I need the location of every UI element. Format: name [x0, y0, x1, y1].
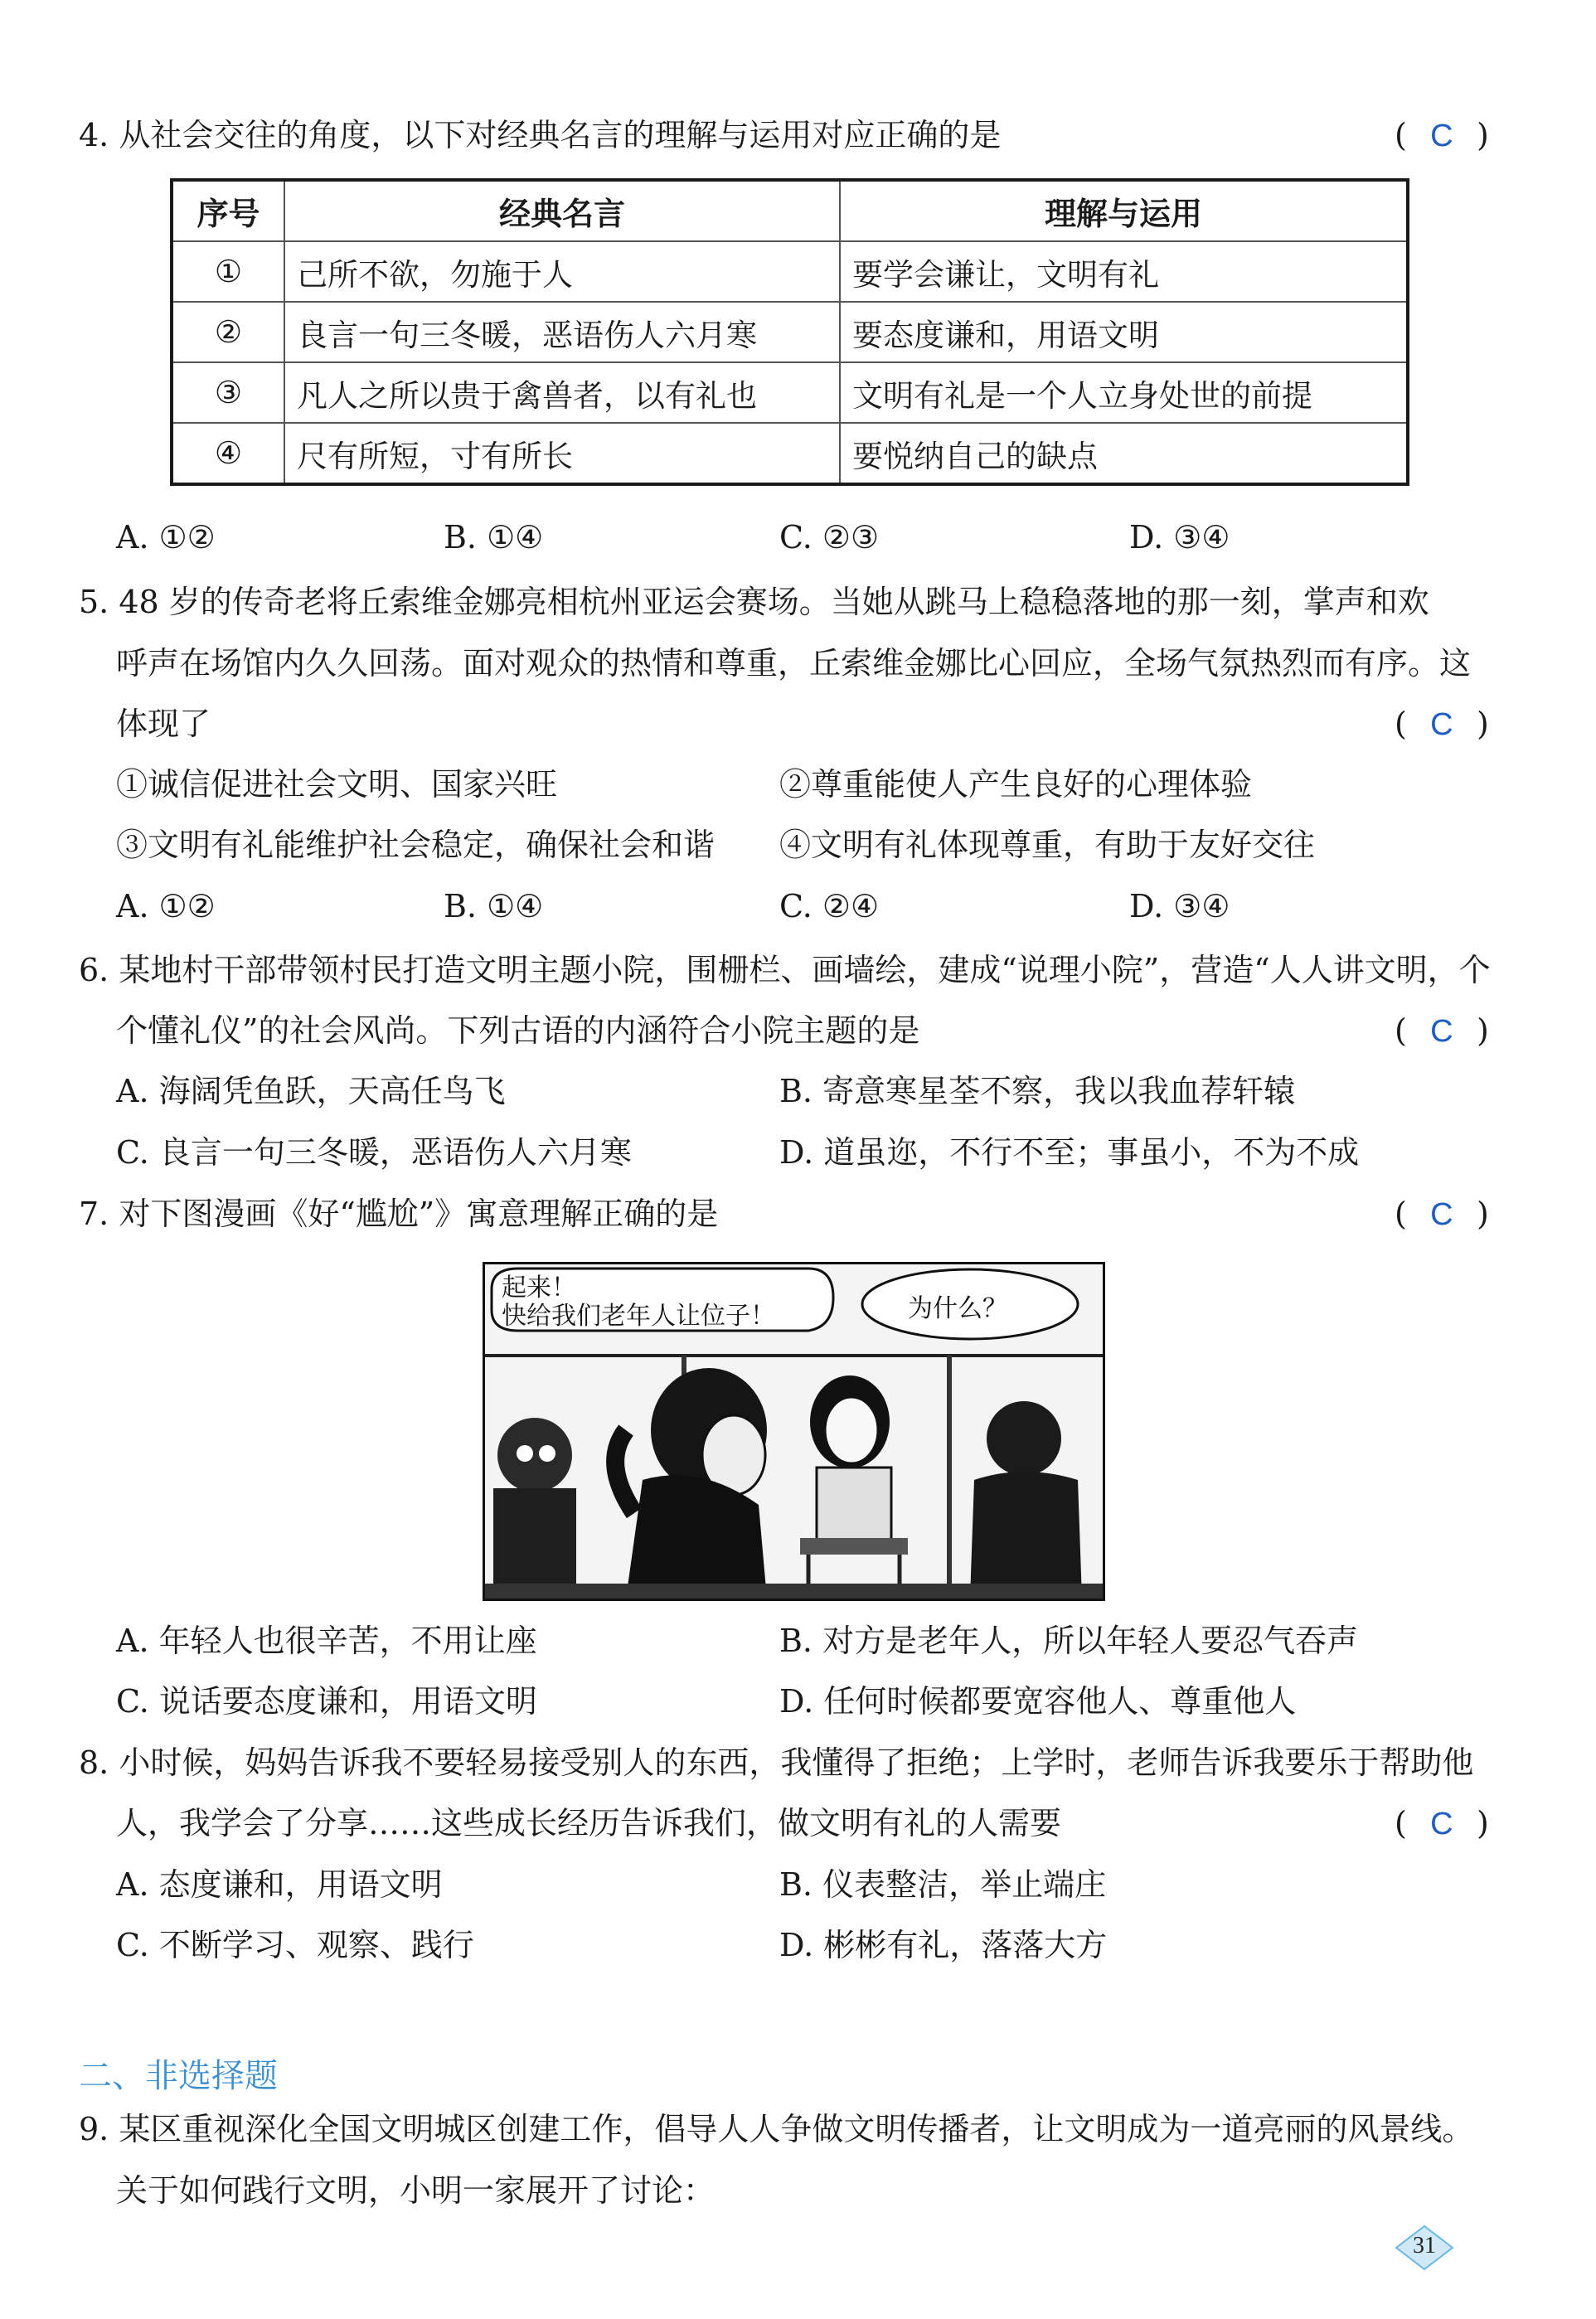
table-cell: 良言一句三冬暖，恶语伤人六月寒 — [284, 302, 840, 362]
q8-option-d: D. 彬彬有礼，落落大方 — [779, 1927, 1108, 1963]
table-cell: ④ — [172, 423, 284, 484]
bubble-left-line: 快给我们老年人让位子！ — [502, 1302, 775, 1331]
table-cell: 要悦纳自己的缺点 — [840, 423, 1408, 484]
section-heading: 二、非选择题 — [79, 2058, 278, 2094]
q5-statement: ②尊重能使人产生良好的心理体验 — [779, 766, 1253, 803]
table-cell: 己所不欲，勿施于人 — [284, 241, 840, 302]
page-number: 31 — [1413, 2233, 1436, 2258]
q7-stem: 7. 对下图漫画《好“尴尬”》寓意理解正确的是 — [79, 1196, 719, 1232]
q8-option-a: A. 态度谦和，用语文明 — [116, 1866, 443, 1903]
table-cell: ② — [172, 302, 284, 362]
q6-option-c: C. 良言一句三冬暖，恶语伤人六月寒 — [116, 1134, 632, 1171]
q5-option-b: B. ①④ — [444, 888, 544, 924]
q8-option-b: B. 仪表整洁，举止端庄 — [779, 1866, 1107, 1903]
q7-option-d: D. 任何时候都要宽容他人、尊重他人 — [779, 1683, 1297, 1720]
q5-answer: ( C ) — [1395, 706, 1489, 742]
q8-answer: ( C ) — [1395, 1805, 1489, 1841]
q8-answer-letter: C — [1430, 1807, 1453, 1841]
q4-option-b: B. ①④ — [444, 519, 544, 555]
table-cell: 凡人之所以贵于禽兽者，以有礼也 — [284, 362, 840, 423]
q8-stem-line: 8. 小时候，妈妈告诉我不要轻易接受别人的东西，我懂得了拒绝；上学时，老师告诉我要乐于帮助他 — [79, 1744, 1474, 1781]
table-row — [172, 423, 1408, 484]
q5-stem-line: 5. 48 岁的传奇老将丘索维金娜亮相杭州亚运会赛场。当她从跳马上稳稳落地的那一刻，掌声和欢 — [79, 584, 1429, 620]
q6-stem-line: 6. 某地村干部带领村民打造文明主题小院，围栅栏、画墙绘，建成“说理小院”，营造“人人讲文明，个 — [79, 952, 1491, 988]
q9-stem-line: 关于如何践行文明，小明一家展开了讨论： — [116, 2172, 716, 2209]
cartoon-bubble-left — [502, 1274, 775, 1331]
table-cell: 文明有礼是一个人立身处世的前提 — [840, 362, 1408, 423]
q6-option-d: D. 道虽迩，不行不至；事虽小，不为不成 — [779, 1134, 1360, 1171]
q6-stem-line: 个懂礼仪”的社会风尚。下列古语的内涵符合小院主题的是 — [116, 1012, 920, 1049]
q7-option-c: C. 说话要态度谦和，用语文明 — [116, 1683, 537, 1720]
q7-answer: ( C ) — [1395, 1196, 1489, 1232]
q5-option-d: D. ③④ — [1129, 888, 1230, 924]
q6-option-b: B. 寄意寒星荃不察，我以我血荐轩辕 — [779, 1073, 1296, 1109]
table-header: 序号 — [172, 180, 284, 241]
q7-option-a: A. 年轻人也很辛苦，不用让座 — [116, 1623, 537, 1659]
table-header: 理解与运用 — [840, 180, 1408, 241]
q6-option-a: A. 海阔凭鱼跃，天高任鸟飞 — [116, 1073, 506, 1109]
q5-statement: ①诚信促进社会文明、国家兴旺 — [116, 766, 558, 803]
q4-option-d: D. ③④ — [1129, 519, 1230, 555]
q5-option-c: C. ②④ — [779, 888, 880, 924]
q4-table — [170, 178, 1409, 486]
q5-option-a: A. ①② — [116, 888, 216, 924]
table-row — [172, 241, 1408, 302]
table-cell: 要学会谦让，文明有礼 — [840, 241, 1408, 302]
q5-stem-line: 体现了 — [116, 706, 211, 742]
table-cell: ③ — [172, 362, 284, 423]
table-cell: 要态度谦和，用语文明 — [840, 302, 1408, 362]
q7-answer-letter: C — [1430, 1197, 1453, 1232]
q6-answer-letter: C — [1430, 1014, 1453, 1049]
table-row — [172, 362, 1408, 423]
table-cell: ① — [172, 241, 284, 302]
q4-answer: ( C ) — [1395, 117, 1489, 153]
q6-answer: ( C ) — [1395, 1012, 1489, 1049]
q7-option-b: B. 对方是老年人，所以年轻人要忍气吞声 — [779, 1623, 1359, 1659]
q5-answer-letter: C — [1430, 707, 1453, 742]
q8-stem-line: 人，我学会了分享……这些成长经历告诉我们，做文明有礼的人需要 — [116, 1805, 1062, 1841]
table-header: 经典名言 — [284, 180, 840, 241]
bubble-left-line: 起来！ — [502, 1274, 576, 1303]
q5-statement: ④文明有礼体现尊重，有助于友好交往 — [779, 827, 1316, 863]
q8-option-c: C. 不断学习、观察、践行 — [116, 1927, 474, 1963]
q4-option-a: A. ①② — [116, 519, 216, 555]
q5-statement: ③文明有礼能维护社会稳定，确保社会和谐 — [116, 827, 716, 863]
q9-stem-line: 9. 某区重视深化全国文明城区创建工作，倡导人人争做文明传播者，让文明成为一道亮丽的风景线。 — [79, 2111, 1474, 2147]
q5-stem-line: 呼声在场馆内久久回荡。面对观众的热情和尊重，丘索维金娜比心回应，全场气氛热烈而有序。这 — [116, 645, 1472, 682]
table-header-row — [172, 180, 1408, 241]
table-row — [172, 302, 1408, 362]
q4-stem: 4. 从社会交往的角度，以下对经典名言的理解与运用对应正确的是 — [79, 117, 1002, 153]
q4-option-c: C. ②③ — [779, 519, 880, 555]
cartoon-bubble-right: 为什么？ — [908, 1294, 1007, 1323]
cartoon-image — [483, 1262, 1105, 1601]
table-cell: 尺有所短，寸有所长 — [284, 423, 840, 484]
q4-answer-letter: C — [1430, 119, 1453, 153]
